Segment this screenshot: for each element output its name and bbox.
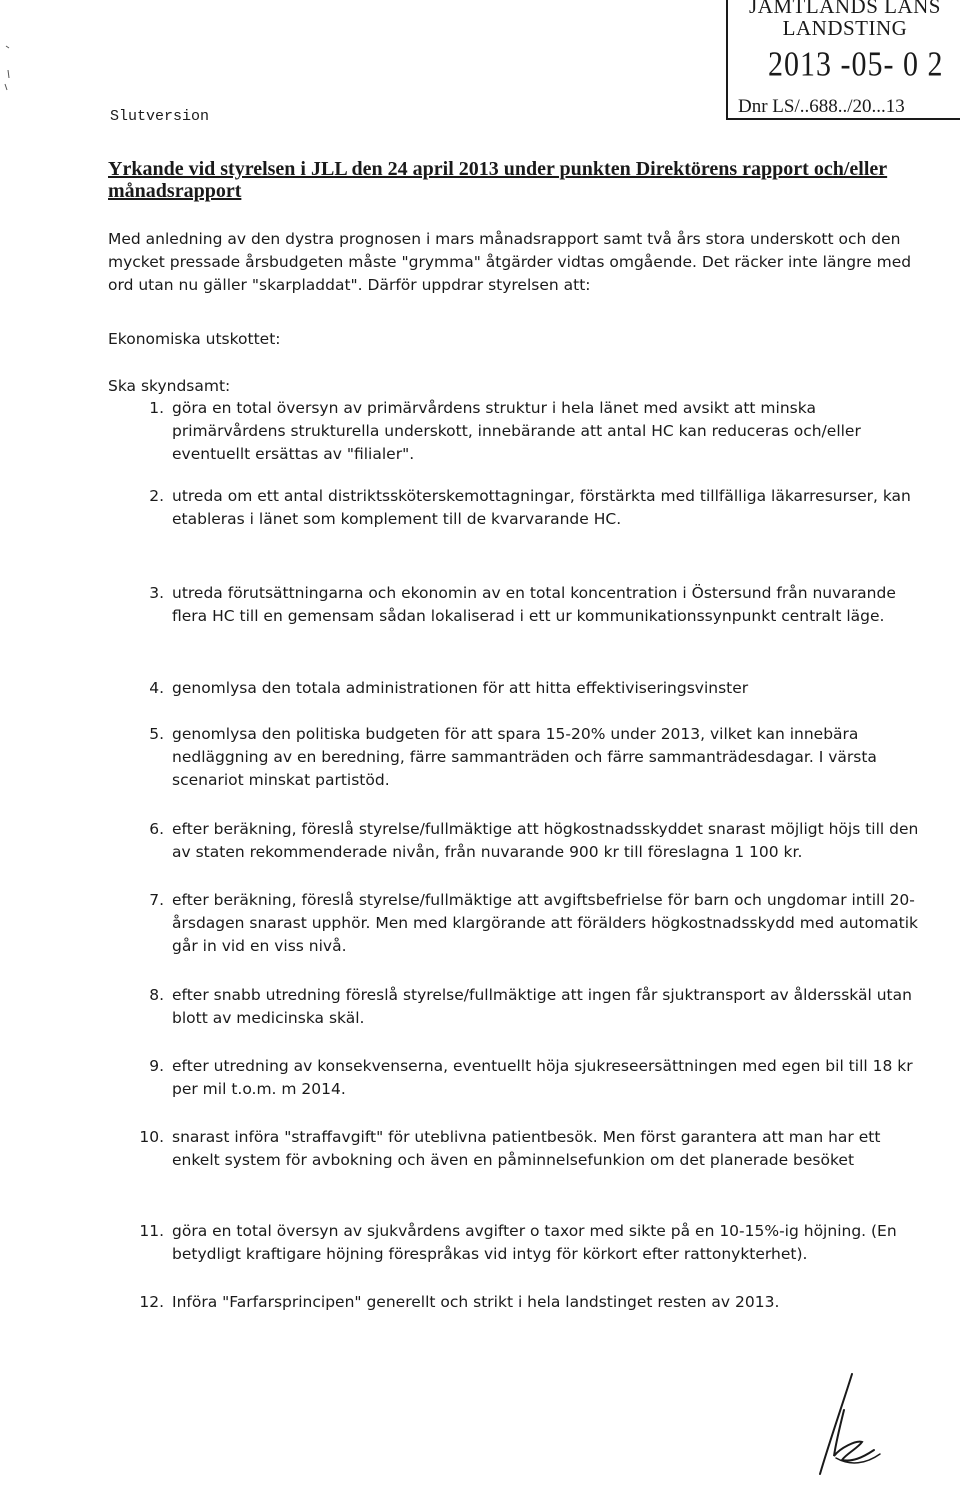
stamp-organization-line1: JAMTLANDS LANS [749,0,941,18]
intro-paragraph: Med anledning av den dystra prognosen i mars månadsrapport samt två års stora underskott och den mycket pressade årsbudgeten måste "grymma" åtgärder vidtas omgående. Det räcker inte längre med ord utan nu gäller "skarpladdat". Därför uppdrar styrelsen att: [108,230,912,294]
list-item-number: 9. [149,1057,164,1075]
list-item-text: utreda förutsättningarna och ekonomin av en total koncentration i Östersund från nuvarande flera HC till en gemensam sådan lokaliserad i ett ur kommunikationssynpunkt centralt läge. [172,584,896,625]
list-item-number: 6. [149,820,164,838]
list-item-text: göra en total översyn av sjukvårdens avgifter o taxor med sikte på en 10-15%-ig höjning. (En betydligt kraftigare höjning förespråkas vid intyg för körkort efter rattonykterhet). [172,1222,897,1263]
section-title: Ekonomiska utskottet: [108,330,281,348]
list-item-text: utreda om ett antal distriktssköterskemottagningar, förstärkta med tillfälliga läkarresurser, kan etableras i länet som komplement till de kvarvarande HC. [172,487,911,528]
list-item-number: 1. [149,399,164,417]
list-item-text: efter beräkning, föreslå styrelse/fullmäktige att högkostnadsskyddet snarast möjligt höjs till den av staten rekommenderade nivån, från nuvarande 900 kr till föreslagna 1 100 kr. [172,820,919,861]
scan-specks [0,40,20,110]
list-item-number: 12. [139,1293,164,1311]
list-item-number: 11. [139,1222,164,1240]
list-item-text: genomlysa den totala administrationen för att hitta effektiviseringsvinster [172,679,749,697]
list-item-number: 10. [139,1128,164,1146]
stamp-diary-number: Dnr LS/..688../20...13 [738,96,905,117]
list-item-text: genomlysa den politiska budgeten för att spara 15-20% under 2013, vilket kan innebära nedläggning av en beredning, färre sammanträden och färre sammanträdesdagar. I värsta scenariot minskat partistöd. [172,725,877,789]
list-item-number: 3. [149,584,164,602]
list-item-text: efter beräkning, föreslå styrelse/fullmäktige att avgiftsbefrielse för barn och ungdomar intill 20-årsdagen snarast upphör. Men med klargörande att förälders högkostnadsskydd med automatik går in vid en viss nivå. [172,891,919,955]
list-item-text: efter utredning av konsekvenserna, eventuellt höja sjukreseersättningen med egen bil till 18 kr per mil t.o.m. m 2014. [172,1057,913,1098]
list-item-number: 2. [149,487,164,505]
subsection-title: Ska skyndsamt: [108,377,231,395]
list-item-text: efter snabb utredning föreslå styrelse/fullmäktige att ingen får sjuktransport av åldersskäl utan blott av medicinska skäl. [172,986,912,1027]
list-item-text: göra en total översyn av primärvårdens struktur i hela länet med avsikt att minska primärvårdens strukturella underskott, innebärande att antal HC kan reduceras och/eller eventuellt ersättas av "filialer". [172,399,861,463]
list-item-number: 4. [149,679,164,697]
document-heading: Yrkande vid styrelsen i JLL den 24 april 2013 under punkten Direktörens rapport och/eller månadsrapport [108,158,888,202]
handwritten-signature [800,1370,900,1480]
stamp-organization-line2: LANDSTING [782,16,908,40]
list-item-number: 7. [149,891,164,909]
list-item-text: Införa "Farfarsprincipen" generellt och strikt i hela landstinget resten av 2013. [172,1293,780,1311]
list-item-number: 5. [149,725,164,743]
version-label: Slutversion [110,108,210,125]
stamp-date: 2013 -05- 0 2 [768,45,944,84]
list-item-number: 8. [149,986,164,1004]
list-item-text: snarast införa "straffavgift" för uteblivna patientbesök. Men först garantera att man har ett enkelt system för avbokning och även en påminnelsefunkion om det planerade besöket [172,1128,881,1169]
registration-stamp [726,0,960,120]
